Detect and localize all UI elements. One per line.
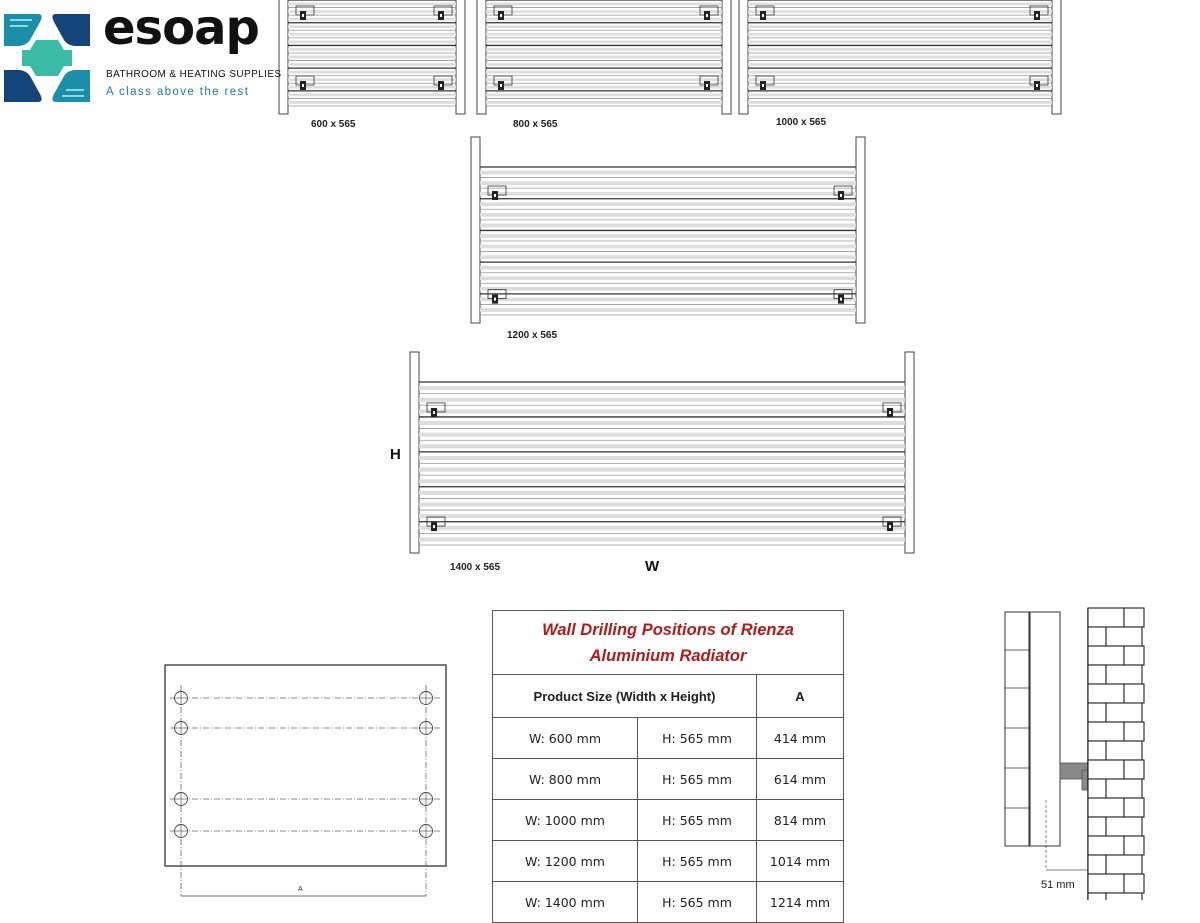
radiator-label-800: 800 x 565 bbox=[513, 119, 558, 130]
logo-tagline: A class above the rest bbox=[106, 86, 250, 98]
cell-width: W: 1400 mm bbox=[493, 882, 638, 923]
radiator-drawing-1200 bbox=[470, 135, 866, 325]
radiator-drawing-600 bbox=[278, 0, 466, 116]
table-row bbox=[493, 882, 844, 923]
cell-a: 1014 mm bbox=[757, 841, 844, 882]
table-title-line-2: Aluminium Radiator bbox=[589, 646, 747, 665]
cell-width: W: 1000 mm bbox=[493, 800, 638, 841]
radiator-drawing-800 bbox=[476, 0, 732, 116]
radiator-drawing-1400 bbox=[409, 350, 915, 555]
cell-a: 614 mm bbox=[757, 759, 844, 800]
radiator-label-1200: 1200 x 565 bbox=[507, 330, 558, 341]
header-a: A bbox=[757, 675, 844, 718]
cell-height: H: 565 mm bbox=[638, 718, 757, 759]
table-row bbox=[493, 841, 844, 882]
radiator-drawing-1000 bbox=[738, 0, 1062, 116]
width-label: W bbox=[645, 558, 660, 575]
table-title-line-1: Wall Drilling Positions of Rienza bbox=[542, 620, 794, 639]
cell-height: H: 565 mm bbox=[638, 841, 757, 882]
cell-a: 814 mm bbox=[757, 800, 844, 841]
esoap-logo-icon bbox=[0, 10, 94, 106]
esoap-logo bbox=[0, 0, 282, 112]
header-product-size: Product Size (Width x Height) bbox=[493, 675, 757, 718]
cell-a: 1214 mm bbox=[757, 882, 844, 923]
radiator-label-1400: 1400 x 565 bbox=[450, 562, 501, 573]
drilling-dimension-label: A bbox=[298, 886, 303, 893]
cell-height: H: 565 mm bbox=[638, 759, 757, 800]
height-label: H bbox=[390, 446, 401, 463]
wall-offset-label: 51 mm bbox=[1041, 879, 1075, 891]
table-title bbox=[493, 611, 844, 675]
cell-width: W: 600 mm bbox=[493, 718, 638, 759]
table-row bbox=[493, 800, 844, 841]
side-view-wall-diagram bbox=[1000, 600, 1160, 900]
table-row bbox=[493, 759, 844, 800]
cell-height: H: 565 mm bbox=[638, 800, 757, 841]
drilling-template-diagram bbox=[160, 660, 452, 900]
cell-width: W: 1200 mm bbox=[493, 841, 638, 882]
drilling-positions-table bbox=[492, 610, 844, 923]
logo-wordmark: esoap bbox=[103, 0, 259, 56]
table-row bbox=[493, 718, 844, 759]
radiator-label-1000: 1000 x 565 bbox=[776, 117, 827, 128]
cell-width: W: 800 mm bbox=[493, 759, 638, 800]
cell-height: H: 565 mm bbox=[638, 882, 757, 923]
cell-a: 414 mm bbox=[757, 718, 844, 759]
logo-subtitle: BATHROOM & HEATING SUPPLIES bbox=[106, 69, 282, 80]
radiator-label-600: 600 x 565 bbox=[311, 119, 356, 130]
